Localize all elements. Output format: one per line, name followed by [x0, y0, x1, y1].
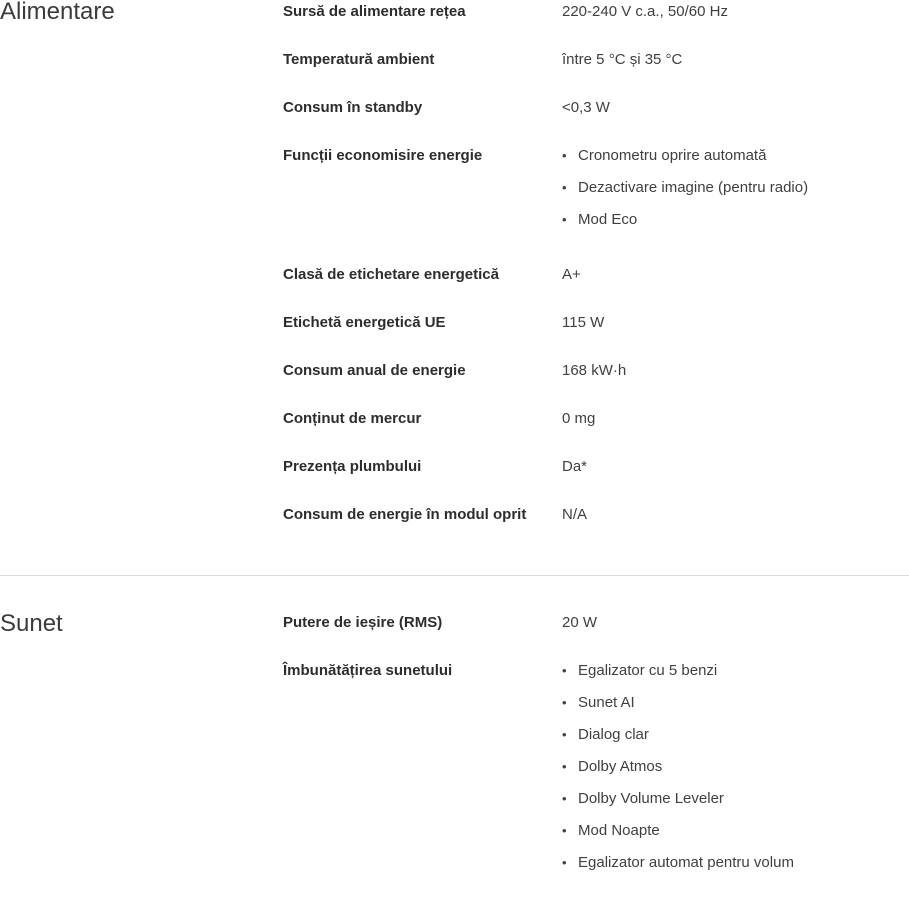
- list-item-text: Mod Eco: [578, 211, 638, 228]
- spec-value: N/A: [562, 506, 588, 523]
- bullet-icon: •: [562, 180, 567, 195]
- spec-row: [283, 258, 909, 313]
- bullet-icon: •: [562, 212, 567, 227]
- list-item-text: Egalizator automat pentru volum: [578, 854, 794, 871]
- spec-label: Consum anual de energie: [283, 362, 466, 379]
- spec-row: [283, 98, 909, 146]
- spec-row: [283, 613, 909, 661]
- spec-label: Clasă de etichetare energetică: [283, 266, 499, 283]
- spec-row: [283, 457, 909, 505]
- spec-value: 220-240 V c.a., 50/60 Hz: [562, 3, 728, 20]
- section-divider: [0, 575, 909, 576]
- list-item: [562, 661, 909, 681]
- bullet-icon: •: [562, 823, 567, 838]
- spec-rows-sunet: [283, 613, 909, 901]
- spec-row: [283, 661, 909, 901]
- spec-label: Îmbunătățirea sunetului: [283, 662, 453, 679]
- list-item: [562, 146, 909, 166]
- spec-label: Sursă de alimentare rețea: [283, 3, 466, 20]
- spec-label: Etichetă energetică UE: [283, 314, 446, 331]
- list-item-text: Sunet AI: [578, 694, 635, 711]
- spec-label: Funcții economisire energie: [283, 147, 483, 164]
- list-item: [562, 821, 909, 841]
- spec-label: Consum de energie în modul oprit: [283, 506, 527, 523]
- list-item-text: Egalizator cu 5 benzi: [578, 662, 718, 679]
- spec-row: [283, 409, 909, 457]
- list-item: [562, 853, 909, 873]
- bullet-icon: •: [562, 148, 567, 163]
- bullet-icon: •: [562, 855, 567, 870]
- spec-value: 0 mg: [562, 410, 596, 427]
- list-item-text: Dolby Volume Leveler: [578, 790, 724, 807]
- bullet-list: [562, 146, 909, 230]
- spec-value: 168 kW·h: [562, 362, 627, 379]
- spec-value-list: [562, 146, 909, 230]
- spec-value: <0,3 W: [562, 99, 610, 116]
- bullet-icon: •: [562, 695, 567, 710]
- list-item-text: Dezactivare imagine (pentru radio): [578, 179, 809, 196]
- list-item: [562, 789, 909, 809]
- spec-row: [283, 2, 909, 50]
- spec-value: 115 W: [562, 314, 605, 331]
- section-title-sunet: Sunet: [0, 610, 63, 637]
- spec-row: [283, 505, 909, 553]
- spec-value: A+: [562, 266, 581, 283]
- spec-value: între 5 °C și 35 °C: [562, 51, 683, 68]
- bullet-icon: •: [562, 663, 567, 678]
- spec-label: Prezența plumbului: [283, 458, 422, 475]
- spec-label: Conținut de mercur: [283, 410, 422, 427]
- section-title-alimentare: Alimentare: [0, 0, 115, 25]
- spec-row: [283, 50, 909, 98]
- list-item-text: Dolby Atmos: [578, 758, 663, 775]
- spec-row: [283, 146, 909, 258]
- bullet-icon: •: [562, 759, 567, 774]
- bullet-icon: •: [562, 791, 567, 806]
- spec-label: Putere de ieșire (RMS): [283, 614, 443, 631]
- list-item: [562, 693, 909, 713]
- list-item-text: Dialog clar: [578, 726, 649, 743]
- bullet-list: [562, 661, 909, 873]
- list-item: [562, 725, 909, 745]
- spec-row: [283, 361, 909, 409]
- list-item-text: Cronometru oprire automată: [578, 147, 767, 164]
- list-item-text: Mod Noapte: [578, 822, 660, 839]
- spec-label: Temperatură ambient: [283, 51, 435, 68]
- spec-row: [283, 313, 909, 361]
- list-item: [562, 210, 909, 230]
- list-item: [562, 757, 909, 777]
- spec-rows-alimentare: [283, 2, 909, 553]
- spec-value: Da*: [562, 458, 588, 475]
- spec-value: 20 W: [562, 614, 598, 631]
- bullet-icon: •: [562, 727, 567, 742]
- spec-value-list: [562, 661, 909, 873]
- list-item: [562, 178, 909, 198]
- spec-label: Consum în standby: [283, 99, 423, 116]
